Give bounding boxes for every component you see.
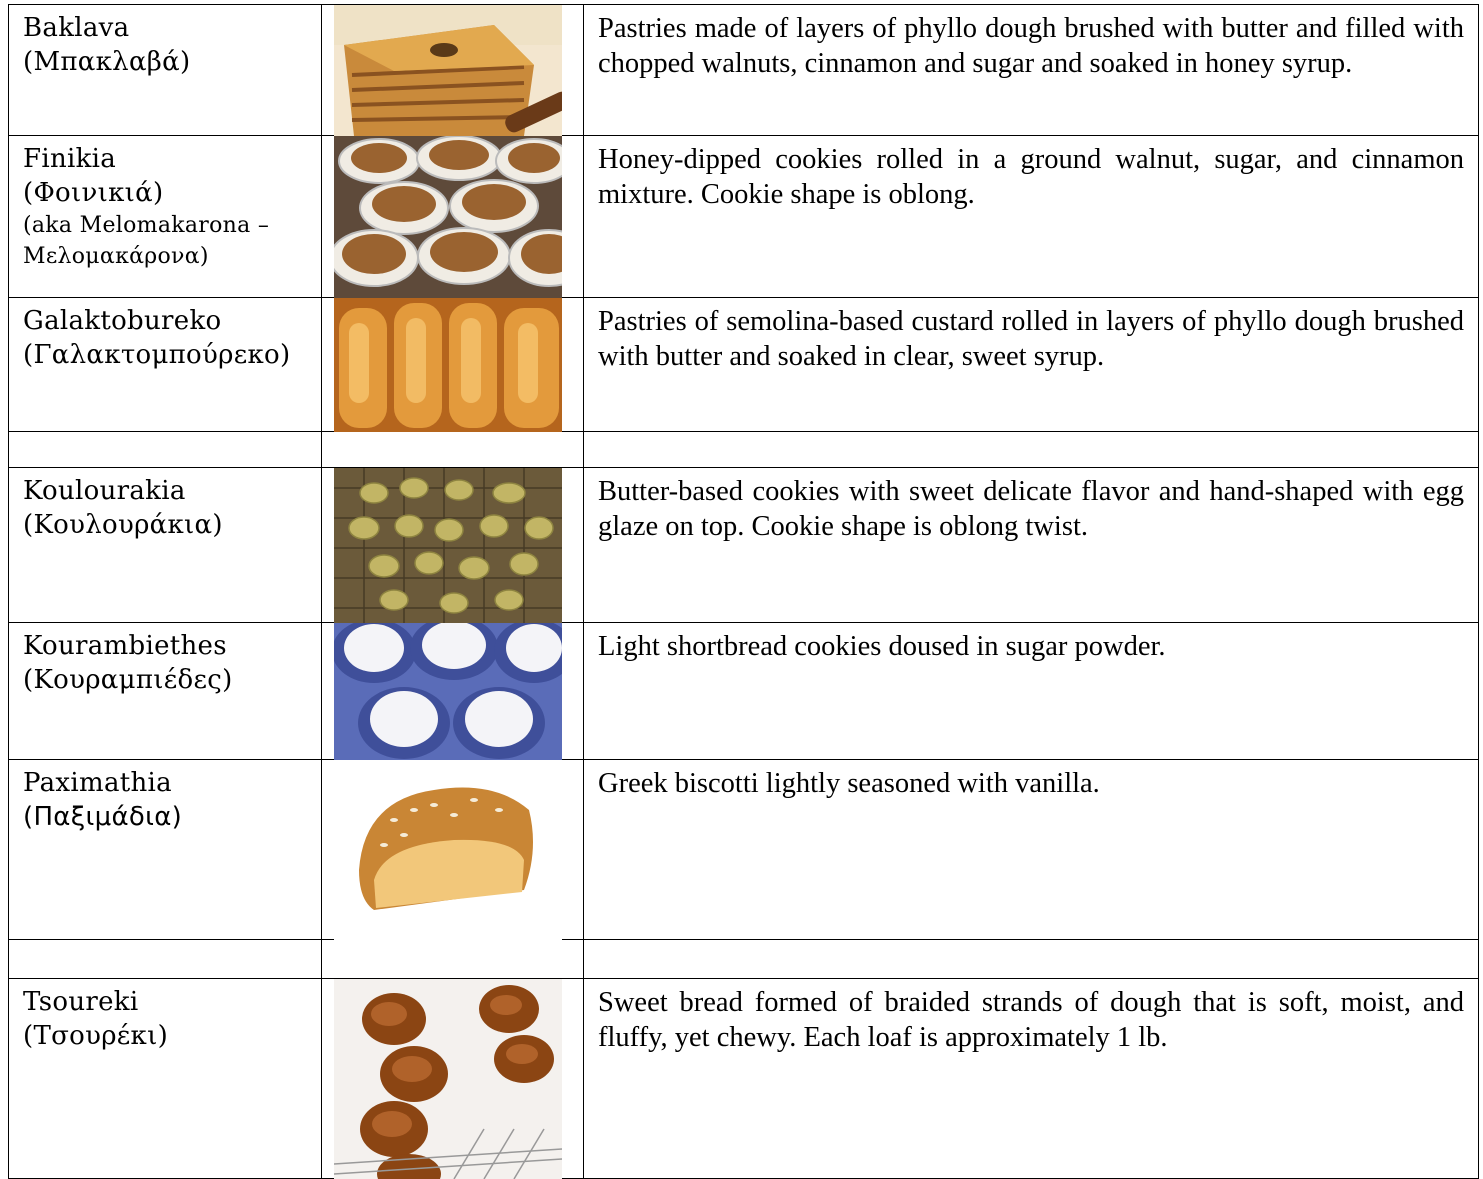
description-cell	[584, 468, 1479, 623]
baklava-photo	[334, 5, 562, 136]
image-cell	[322, 298, 584, 432]
name-cell	[9, 298, 322, 432]
pastry-description: Pastries made of layers of phyllo dough brushed with butter and filled with chopped walnuts, cinnamon and sugar and soaked in honey syrup.	[598, 13, 1464, 79]
description-cell	[584, 623, 1479, 760]
table-row	[9, 940, 1479, 979]
description-cell	[584, 979, 1479, 1179]
pastry-name: Koulourakia	[23, 476, 186, 506]
pastry-greek-name: (Μπακλαβά)	[23, 47, 191, 77]
table-row	[9, 760, 1479, 940]
name-cell	[9, 760, 322, 940]
image-cell	[322, 979, 584, 1179]
tsoureki-photo	[334, 979, 562, 1179]
pastry-description: Pastries of semolina-based custard rolled in layers of phyllo dough brushed with butter and soaked in clear, sweet syrup.	[598, 306, 1464, 372]
image-cell	[322, 468, 584, 623]
description-cell	[584, 136, 1479, 298]
image-cell	[322, 5, 584, 136]
pastry-greek-name: (Τσουρέκι)	[23, 1021, 169, 1051]
image-cell	[322, 432, 584, 468]
description-cell	[584, 298, 1479, 432]
pastry-name: Kourambiethes	[23, 631, 227, 661]
name-cell	[9, 432, 322, 468]
pastry-greek-name: (Παξιμάδια)	[23, 802, 183, 832]
pastry-description: Sweet bread formed of braided strands of dough that is soft, moist, and fluffy, yet chewy. Each loaf is approximately 1 lb.	[598, 987, 1464, 1053]
pastry-name: Galaktobureko	[23, 306, 222, 336]
image-cell	[322, 760, 584, 940]
description-cell	[584, 432, 1479, 468]
name-cell	[9, 940, 322, 979]
name-cell	[9, 623, 322, 760]
image-cell	[322, 136, 584, 298]
koulourakia-photo	[334, 468, 562, 623]
image-cell	[322, 623, 584, 760]
table-row	[9, 298, 1479, 432]
galaktobureko-photo	[334, 298, 562, 432]
description-cell	[584, 760, 1479, 940]
paximathia-photo	[334, 760, 562, 940]
image-cell	[322, 940, 584, 979]
pastry-description: Honey-dipped cookies rolled in a ground walnut, sugar, and cinnamon mixture. Cookie shape is oblong.	[598, 144, 1464, 210]
kourambiethes-photo	[334, 623, 562, 760]
pastry-greek-name: (Κουραμπιέδες)	[23, 665, 233, 695]
pastry-name: Finikia	[23, 144, 117, 174]
description-cell	[584, 5, 1479, 136]
table-row	[9, 979, 1479, 1179]
pastry-greek-name: (Κουλουράκια)	[23, 510, 223, 540]
table-row	[9, 468, 1479, 623]
name-cell	[9, 136, 322, 298]
table-row	[9, 623, 1479, 760]
pastry-name: Paximathia	[23, 768, 172, 798]
pastry-greek-name: (Φοινικιά)	[23, 178, 164, 208]
name-cell	[9, 468, 322, 623]
pastry-description: Greek biscotti lightly seasoned with vanilla.	[598, 768, 1100, 799]
table-row	[9, 5, 1479, 136]
pastry-greek-name: (Γαλακτομπούρεκο)	[23, 340, 291, 370]
pastry-menu-table	[8, 4, 1479, 1179]
pastry-description: Butter-based cookies with sweet delicate flavor and hand-shaped with egg glaze on top. Cookie shape is oblong twist.	[598, 476, 1464, 542]
table-row	[9, 432, 1479, 468]
pastry-aka: (aka Melomakarona –	[23, 213, 270, 238]
name-cell	[9, 5, 322, 136]
pastry-name: Baklava	[23, 13, 130, 43]
pastry-aka-greek: Μελομακάρονα)	[23, 244, 209, 269]
pastry-description: Light shortbread cookies doused in sugar powder.	[598, 631, 1166, 662]
pastry-name: Tsoureki	[23, 987, 139, 1017]
name-cell	[9, 979, 322, 1179]
table-row	[9, 136, 1479, 298]
description-cell	[584, 940, 1479, 979]
finikia-photo	[334, 136, 562, 298]
